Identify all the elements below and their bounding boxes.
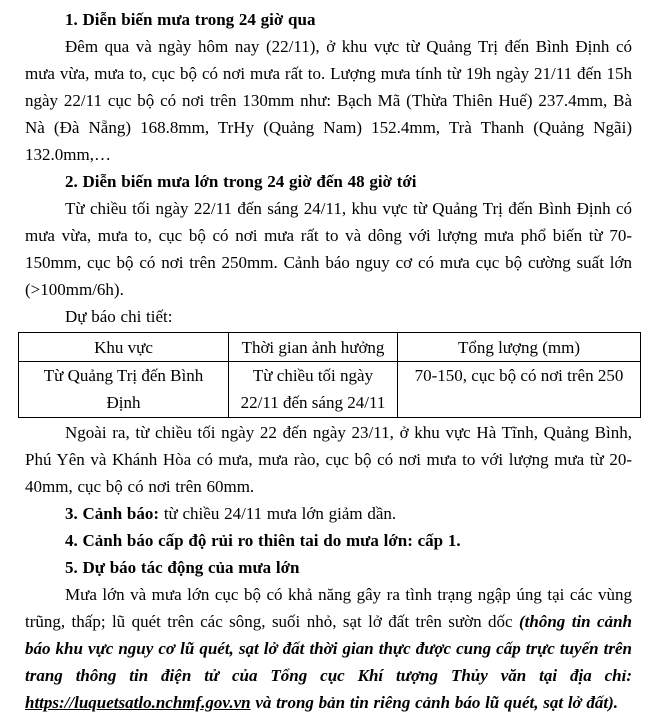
cell-time-range: Từ chiều tối ngày 22/11 đến sáng 24/11 bbox=[229, 362, 398, 418]
table-header-total: Tổng lượng (mm) bbox=[398, 333, 641, 362]
table-row bbox=[19, 362, 641, 418]
detail-forecast-label: Dự báo chi tiết: bbox=[65, 307, 173, 326]
warning-text: từ chiều 24/11 mưa lớn giảm dần. bbox=[159, 504, 397, 523]
section-4-risk-level: 4. Cảnh báo cấp độ rủi ro thiên tai do mưa lớn: cấp 1. bbox=[65, 531, 461, 550]
cell-region: Từ Quảng Trị đến Bình Định bbox=[19, 362, 229, 418]
impact-paragraph bbox=[25, 581, 632, 716]
forecast-table bbox=[18, 332, 641, 418]
additional-rain-paragraph: Ngoài ra, từ chiều tối ngày 22 đến ngày 23/11, ở khu vực Hà Tĩnh, Quảng Bình, Phú Yên và Khánh Hòa có mưa, mưa rào, cục bộ có nơi mưa to với lượng mưa từ 20-40mm, cục bộ có nơi trên 60mm. bbox=[25, 423, 632, 496]
section-3-warning bbox=[25, 500, 632, 527]
impact-text: Mưa lớn và mưa lớn cục bộ có khả năng gây ra tình trạng ngập úng tại các vùng trũng, thấp; lũ quét trên các sông, suối nhỏ, sạt lở đất trên sườn dốc bbox=[25, 585, 632, 631]
flood-warning-url-link[interactable]: https://luquetsatlo.nchmf.gov.vn bbox=[25, 693, 251, 712]
table-header-region: Khu vực bbox=[19, 333, 229, 362]
section-2-paragraph: Từ chiều tối ngày 22/11 đến sáng 24/11, khu vực từ Quảng Trị đến Bình Định có mưa vừa, mưa to, cục bộ có nơi mưa rất to và dông với lượng mưa phổ biến từ 70-150mm, cục bộ có nơi trên 250mm. Cảnh báo nguy cơ có mưa cục bộ cường suất lớn (>100mm/6h). bbox=[25, 199, 632, 299]
section-1-paragraph: Đêm qua và ngày hôm nay (22/11), ở khu vực từ Quảng Trị đến Bình Định có mưa vừa, mưa to, cục bộ có nơi mưa rất to. Lượng mưa tính từ 19h ngày 21/11 đến 15h ngày 22/11 cục bộ có nơi trên 130mm như: Bạch Mã (Thừa Thiên Huế) 237.4mm, Bà Nà (Đà Nẵng) 168.8mm, TrHy (Quảng Nam) 152.4mm, Trà Thanh (Quảng Ngãi) 132.0mm,… bbox=[25, 37, 632, 164]
flood-warning-note-pre: (thông tin cảnh báo khu vực nguy cơ lũ quét, sạt lở đất thời gian thực được cung cấp trực tuyến trên trang thông tin điện tử của Tổng cục Khí tượng Thủy văn tại địa chỉ: bbox=[25, 612, 632, 685]
section-2-heading: 2. Diễn biến mưa lớn trong 24 giờ đến 48 giờ tới bbox=[65, 172, 417, 191]
section-1-heading: 1. Diễn biến mưa trong 24 giờ qua bbox=[65, 10, 316, 29]
cell-total-amount: 70-150, cục bộ có nơi trên 250 bbox=[398, 362, 641, 418]
table-header-row bbox=[19, 333, 641, 362]
warning-label: 3. Cảnh báo: bbox=[65, 504, 160, 523]
table-header-time: Thời gian ảnh hưởng bbox=[229, 333, 398, 362]
flood-warning-note-post: và trong bản tin riêng cảnh báo lũ quét, sạt lở đất). bbox=[250, 693, 619, 712]
section-5-heading: 5. Dự báo tác động của mưa lớn bbox=[65, 558, 300, 577]
